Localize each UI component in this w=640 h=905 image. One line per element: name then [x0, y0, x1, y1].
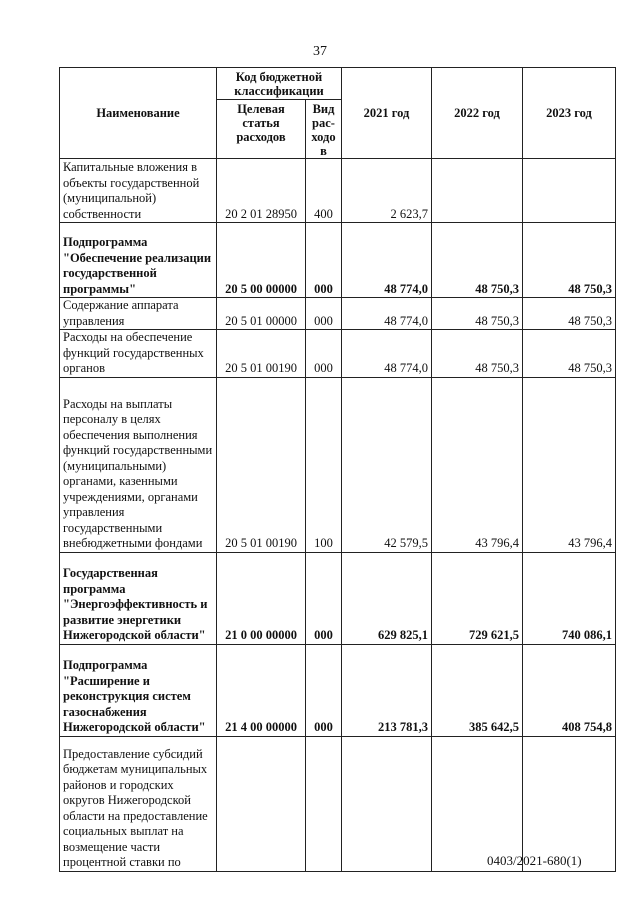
row-expense-type: 000	[306, 223, 342, 298]
row-value-2021: 48 774,0	[342, 223, 432, 298]
table-row	[60, 736, 616, 871]
row-value-2021	[342, 736, 432, 871]
row-expense-type: 000	[306, 330, 342, 378]
row-name: Подпрограмма "Расширение и реконструкция систем газоснабжения Нижегородской области"	[60, 644, 217, 736]
header-expense-type: Вид рас-ходов	[306, 100, 342, 159]
row-value-2022: 729 621,5	[432, 552, 523, 644]
table-row	[60, 330, 616, 378]
table-row	[60, 298, 616, 330]
header-target-article: Целевая статья расходов	[217, 100, 306, 159]
header-2022: 2022 год	[432, 68, 523, 159]
table-row	[60, 223, 616, 298]
row-target-article: 20 2 01 28950	[217, 159, 306, 223]
row-target-article: 20 5 01 00190	[217, 377, 306, 552]
row-value-2023: 740 086,1	[523, 552, 616, 644]
row-value-2023: 48 750,3	[523, 223, 616, 298]
row-name: Расходы на обеспечение функций государственных органов	[60, 330, 217, 378]
row-expense-type: 000	[306, 644, 342, 736]
row-value-2022: 43 796,4	[432, 377, 523, 552]
table-row	[60, 377, 616, 552]
row-value-2022	[432, 736, 523, 871]
row-name: Государственная программа "Энергоэффективность и развитие энергетики Нижегородской области"	[60, 552, 217, 644]
row-target-article	[217, 736, 306, 871]
header-2023: 2023 год	[523, 68, 616, 159]
row-expense-type: 000	[306, 298, 342, 330]
row-name: Подпрограмма "Обеспечение реализации государственной программы"	[60, 223, 217, 298]
page-number: 37	[313, 44, 327, 59]
row-expense-type: 400	[306, 159, 342, 223]
row-value-2022: 48 750,3	[432, 298, 523, 330]
row-value-2022	[432, 159, 523, 223]
row-target-article: 20 5 01 00190	[217, 330, 306, 378]
row-value-2021: 213 781,3	[342, 644, 432, 736]
row-value-2021: 42 579,5	[342, 377, 432, 552]
row-expense-type: 000	[306, 552, 342, 644]
row-expense-type: 100	[306, 377, 342, 552]
row-value-2022: 385 642,5	[432, 644, 523, 736]
row-target-article: 20 5 00 00000	[217, 223, 306, 298]
table-row	[60, 159, 616, 223]
row-value-2023: 408 754,8	[523, 644, 616, 736]
row-name: Капитальные вложения в объекты государственной (муниципальной) собственности	[60, 159, 217, 223]
row-value-2022: 48 750,3	[432, 330, 523, 378]
table-row	[60, 644, 616, 736]
document-code: 0403/2021-680(1)	[487, 853, 582, 868]
header-2021: 2021 год	[342, 68, 432, 159]
header-name: Наименование	[60, 68, 217, 159]
row-name: Предоставление субсидий бюджетам муниципальных районов и городских округов Нижегородской области на предоставление социальных выплат на возмещение части процентной ставки по	[60, 736, 217, 871]
row-name: Содержание аппарата управления	[60, 298, 217, 330]
row-target-article: 20 5 01 00000	[217, 298, 306, 330]
header-budget-code-group: Код бюджетной классификации	[217, 68, 342, 100]
row-expense-type	[306, 736, 342, 871]
row-value-2023	[523, 736, 616, 871]
row-value-2023: 48 750,3	[523, 298, 616, 330]
row-value-2021: 48 774,0	[342, 298, 432, 330]
row-value-2021: 629 825,1	[342, 552, 432, 644]
row-target-article: 21 4 00 00000	[217, 644, 306, 736]
row-value-2023: 48 750,3	[523, 330, 616, 378]
table-row	[60, 552, 616, 644]
row-value-2021: 48 774,0	[342, 330, 432, 378]
row-value-2023	[523, 159, 616, 223]
row-name: Расходы на выплаты персоналу в целях обеспечения выполнения функций государственными (муниципальными) органами, казенными учреждениями, органами управления государственными внебюджетными фондами	[60, 377, 217, 552]
row-value-2022: 48 750,3	[432, 223, 523, 298]
row-target-article: 21 0 00 00000	[217, 552, 306, 644]
row-value-2023: 43 796,4	[523, 377, 616, 552]
budget-table	[59, 67, 616, 872]
row-value-2021: 2 623,7	[342, 159, 432, 223]
